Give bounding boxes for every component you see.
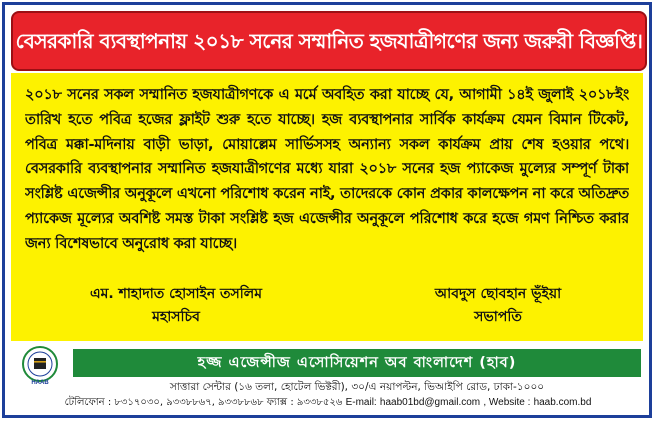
notice-body — [11, 73, 643, 341]
notice-paragraph: ২০১৮ সনের সকল সম্মানিত হজযাত্রীগণকে এ মর্মে অবহিত করা যাচ্ছে যে, আগামী ১৪ই জুলাই ২০১৮ইং তারিখ হতে পবিত্র হজের ফ্লাইট শুরু হতে যাচ্ছে। হজ ব্যবস্থাপনার সার্বিক কার্যক্রম যেমন বিমান টিকেট, পবিত্র মক্কা-মদিনায় বাড়ী ভাড়া, মোয়াল্লেম সার্ভিসসহ অন্যান্য সকল কার্যক্রম প্রায় শেষ হওয়ার পথে। বেসরকারি ব্যবস্থাপনার সম্মানিত হজযাত্রীগণের মধ্যে যারা ২০১৮ সনের হজ প্যাকেজ মুল্যের সম্পূর্ণ টাকা সংশ্লিষ্ট এজেন্সীর অনুকূলে এখনো পরিশোধ করেন নাই, তাদেরকে কোন প্রকার কালক্ষেপন না করে অতিদ্রুত প্যাকেজ মূল্যের অবশিষ্ট সমস্ত টাকা সংশ্লিষ্ট হজ এজেন্সীর অনুকূলে পরিশোধ করে হজে গমণ নিশ্চিত করার জন্য বিশেষভাবে অনুরোধ করা যাচ্ছে। — [25, 86, 629, 252]
notice-frame — [2, 2, 652, 418]
fax-label: ফ্যাক্স — [266, 397, 288, 408]
phone-label: টেলিফোন — [64, 397, 105, 408]
fax-number: ৯৩৩৮৫২৬ — [296, 397, 343, 408]
signatory-right-name: আবদুস ছোবহান ভূঁইয়া — [434, 286, 562, 302]
email-label: E-mail: — [345, 397, 377, 408]
contact-line: টেলিফোন : ৮৩১৭০৩০, ৯৩৩৮৮৬৭, ৯৩৩৮৮৬৮ ফ্যাক্স : ৯৩৩৮৫২৬ E-mail: haab01bd@gmail.com , Website : haab.com.bd — [64, 397, 592, 408]
organization-name: হজ্জ এজেন্সীজ এসোসিয়েশন অব বাংলাদেশ (হাব) — [73, 349, 641, 377]
address: সাত্তারা সেন্টার (১৬ তলা, হোটেল ভিক্টরী), ৩০/এ নয়াপল্টন, ভিআইপি রোড, ঢাকা-১০০০ — [169, 381, 545, 393]
signatory-right — [363, 283, 633, 329]
website-url[interactable]: haab.com.bd — [533, 397, 592, 408]
phone-numbers: ৮৩১৭০৩০, ৯৩৩৮৮৬৭, ৯৩৩৮৮৬৮ — [114, 397, 264, 408]
signatory-right-role: সভাপতি — [474, 309, 522, 325]
website-label: Website : — [488, 397, 531, 408]
signatory-left — [41, 283, 311, 329]
signatory-left-role: মহাসচিব — [152, 309, 200, 325]
haab-logo — [13, 345, 67, 385]
email-address[interactable]: haab01bd@gmail.com — [379, 397, 481, 408]
haab-logo-text: HAAB — [31, 380, 49, 385]
notice-title: বেসরকারি ব্যবস্থাপনায় ২০১৮ সনের সম্মানিত হজযাত্রীগণের জন্য জরুরী বিজ্ঞপ্তি। — [11, 11, 647, 71]
signatory-left-name: এম. শাহাদাত হোসাইন তসলিম — [89, 286, 263, 302]
